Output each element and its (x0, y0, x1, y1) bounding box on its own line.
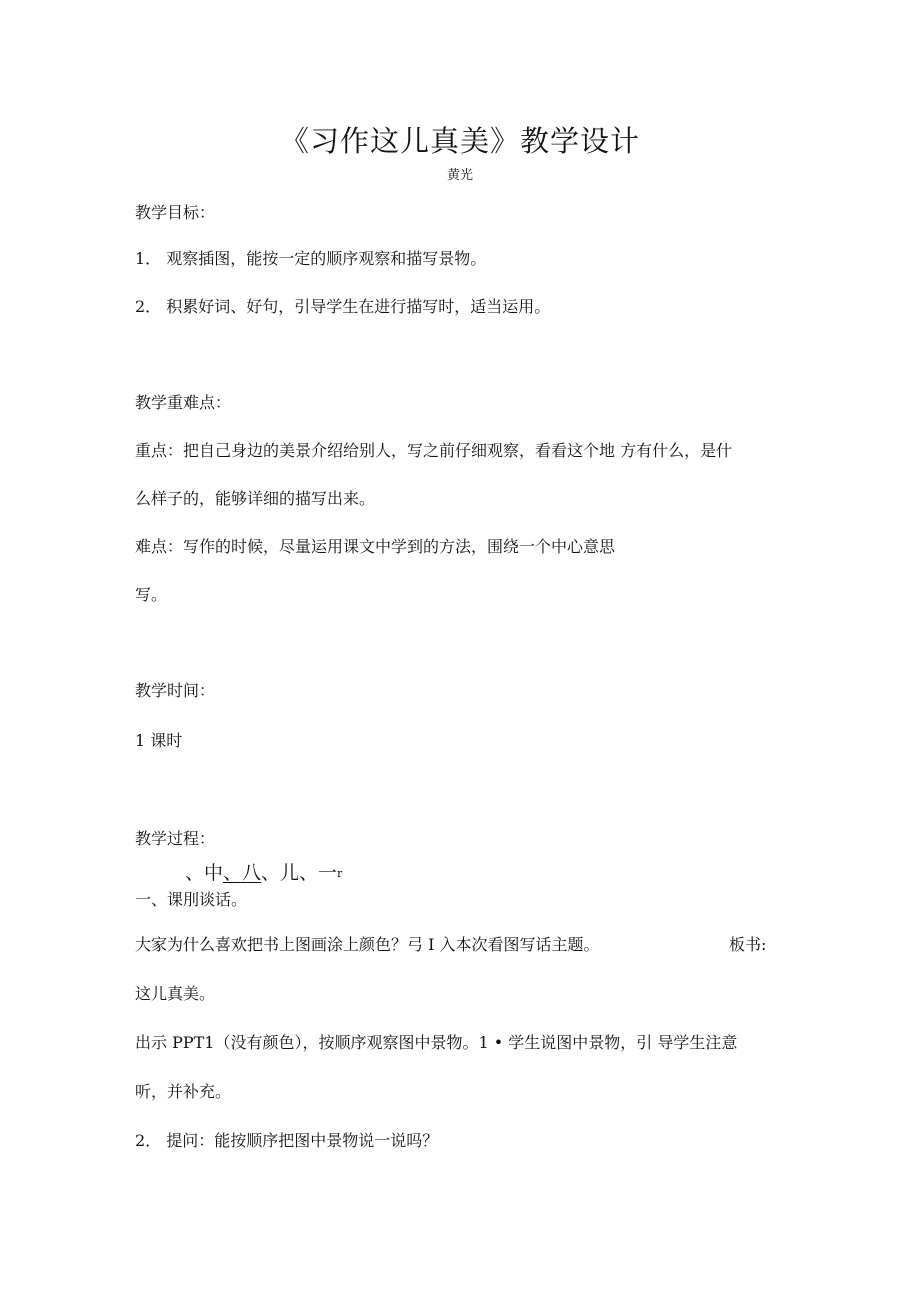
objective-1: 1． 观察插图，能按一定的顺序观察和描写景物。 (135, 249, 487, 268)
paragraph-1: 大家为什么喜欢把书上图画涂上颜色？弓 I 入本次看图写话主题。 (135, 935, 600, 954)
difficulty-line-1: 难点：写作的时候，尽量运用课文中学到的方法，围绕一个中心意思 (135, 537, 616, 556)
key-point-line-1: 重点：把自己身边的美景介绍给别人，写之前仔细观察，看看这个地 方有什么，是什 (135, 441, 733, 460)
document-author: 黄光 (446, 168, 473, 183)
difficulty-heading: 教学重难点： (135, 393, 232, 412)
paragraph-2-line-1: 出示 PPT1（没有颜色），按顺序观察图中景物。1 • 学生说图中景物，引 导学生注意 (135, 1033, 738, 1052)
objective-2: 2． 积累好词、好句，引导学生在进行描写时，适当运用。 (135, 297, 551, 316)
key-point-line-2: 么样子的，能够详细的描写出来。 (135, 489, 376, 508)
board-label: 板书: (729, 935, 767, 954)
step-1-heading: 一、课刖谈话。 (135, 890, 248, 909)
objectives-heading: 教学目标： (135, 203, 216, 222)
time-heading: 教学时间： (135, 681, 216, 700)
garbled-fragment (185, 861, 342, 886)
document-title: 《习作这儿真美》教学设计 (279, 124, 640, 158)
fragment-part-1: 、中 (185, 862, 224, 884)
time-value: 1 课时 (135, 731, 183, 750)
step-2: 2． 提问：能按顺序把图中景物说一说吗？ (135, 1131, 439, 1150)
fragment-part-2: 、八 (223, 862, 262, 884)
paragraph-1-continued: 这儿真美。 (135, 984, 216, 1003)
paragraph-2-line-2: 听，并补充。 (135, 1082, 232, 1101)
fragment-part-3: 、儿、一 (261, 862, 338, 884)
difficulty-line-2: 写。 (135, 585, 168, 604)
process-heading: 教学过程： (135, 829, 216, 848)
fragment-part-4: r (337, 867, 343, 880)
